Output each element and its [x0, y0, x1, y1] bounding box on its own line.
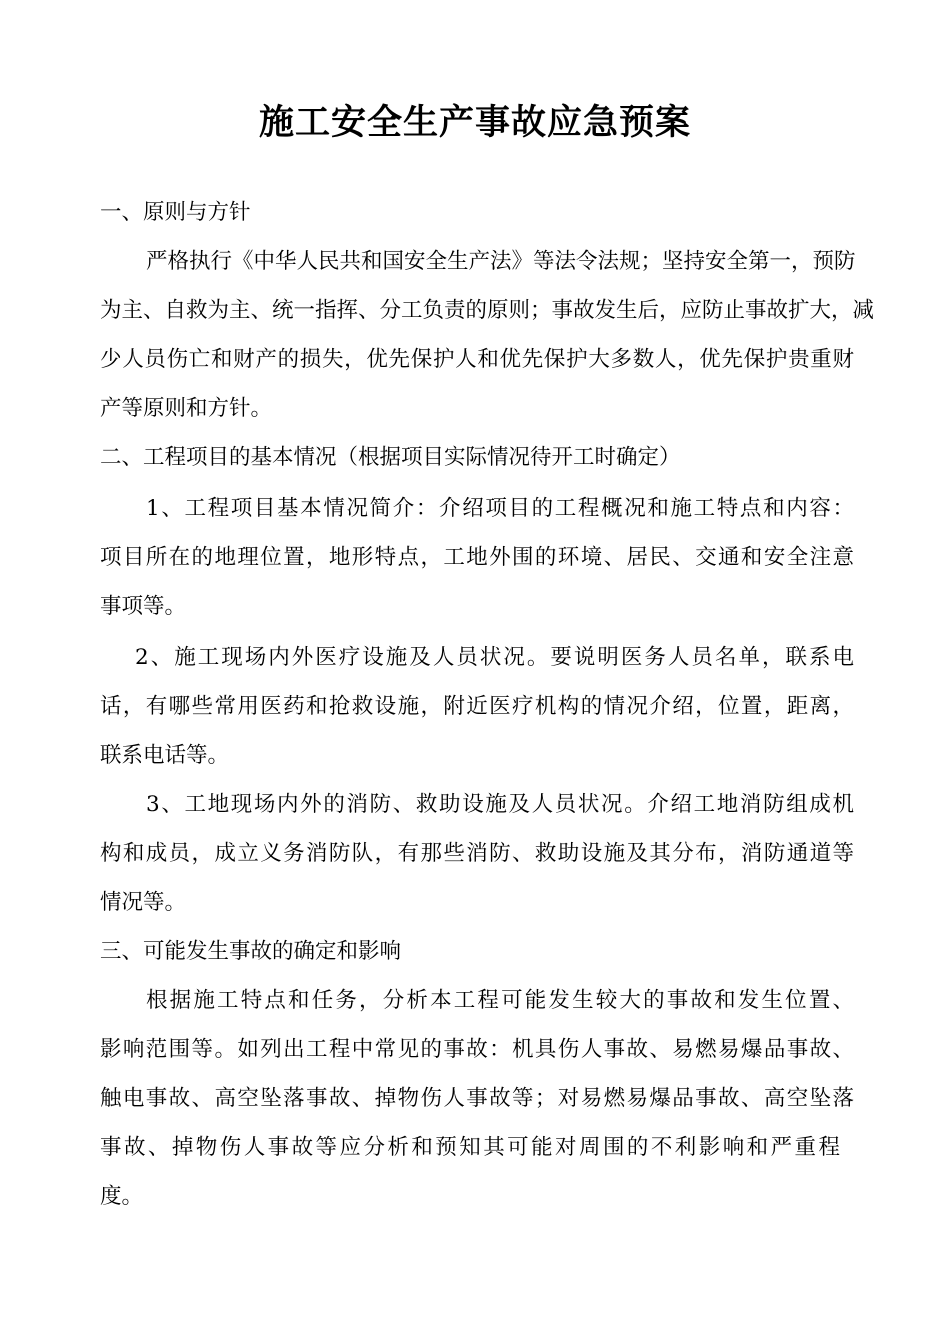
section-heading-3: 三、可能发生事故的确定和影响 — [100, 939, 402, 964]
paragraph-line: 少人员伤亡和财产的损失，优先保护人和优先保护大多数人，优先保护贵重财 — [100, 347, 854, 372]
paragraph-line: 1、工程项目基本情况简介：介绍项目的工程概况和施工特点和内容： — [146, 496, 854, 521]
paragraph-line: 情况等。 — [100, 890, 187, 915]
paragraph-line: 触电事故、高空坠落事故、掉物伤人事故等；对易燃易爆品事故、高空坠落 — [100, 1086, 854, 1111]
paragraph-line: 构和成员，成立义务消防队，有那些消防、救助设施及其分布，消防通道等 — [100, 841, 854, 866]
paragraph-line: 话，有哪些常用医药和抢救设施，附近医疗机构的情况介绍，位置，距离， — [100, 694, 854, 719]
paragraph-line: 2、施工现场内外医疗设施及人员状况。要说明医务人员名单，联系电 — [135, 645, 854, 670]
section-heading-2: 二、工程项目的基本情况（根据项目实际情况待开工时确定） — [100, 445, 681, 470]
document-title: 施工安全生产事故应急预案 — [258, 102, 691, 143]
paragraph-line: 联系电话等。 — [100, 743, 230, 768]
paragraph-line: 项目所在的地理位置，地形特点，工地外围的环境、居民、交通和安全注意 — [100, 545, 854, 570]
paragraph-line: 事项等。 — [100, 594, 187, 619]
paragraph-line: 为主、自救为主、统一指挥、分工负责的原则；事故发生后，应防止事故扩大，减 — [100, 298, 875, 323]
paragraph-line: 产等原则和方针。 — [100, 396, 273, 421]
paragraph-line: 严格执行《中华人民共和国安全生产法》等法令法规；坚持安全第一，预防 — [146, 249, 856, 274]
paragraph-line: 根据施工特点和任务，分析本工程可能发生较大的事故和发生位置、 — [146, 988, 854, 1013]
paragraph-line: 度。 — [100, 1184, 144, 1209]
paragraph-line: 3、工地现场内外的消防、救助设施及人员状况。介绍工地消防组成机 — [146, 792, 854, 817]
section-heading-1: 一、原则与方针 — [100, 200, 251, 225]
paragraph-line: 影响范围等。如列出工程中常见的事故：机具伤人事故、易燃易爆品事故、 — [100, 1037, 854, 1062]
paragraph-line: 事故、掉物伤人事故等应分析和预知其可能对周围的不利影响和严重程 — [100, 1135, 840, 1160]
